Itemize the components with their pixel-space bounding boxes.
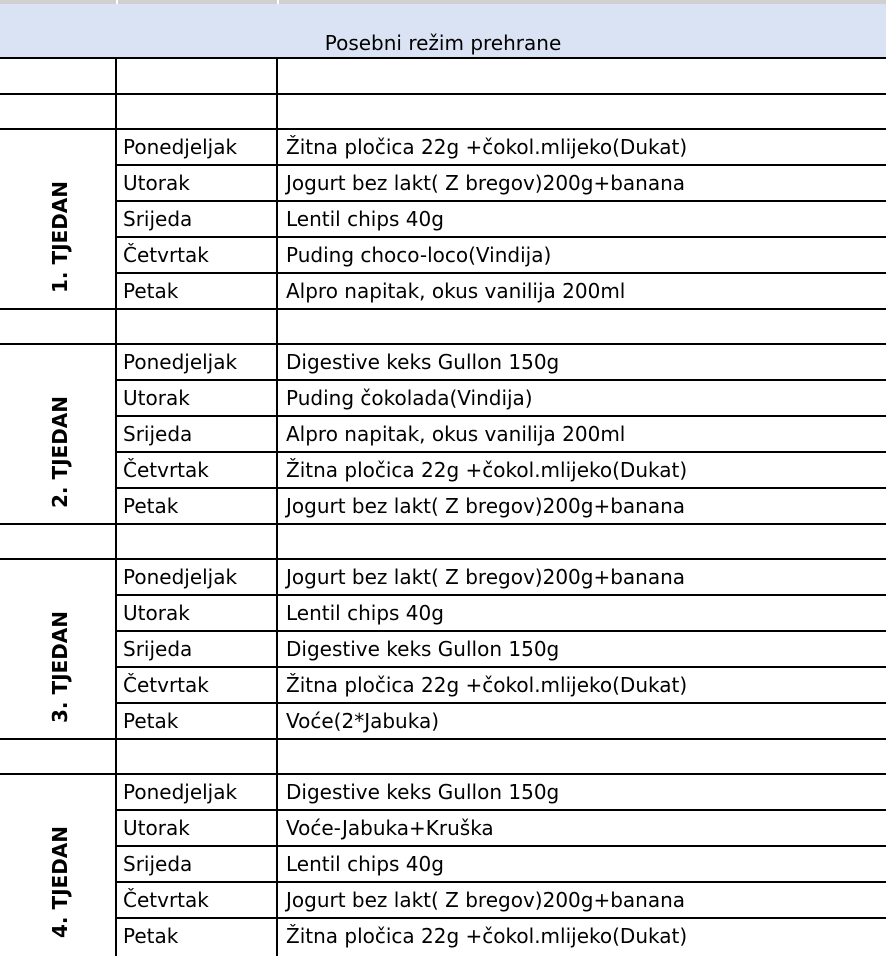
meal-cell[interactable]: Lentil chips 40g — [286, 207, 444, 231]
week-label-cell — [0, 129, 116, 309]
day-cell[interactable]: Utorak — [123, 816, 190, 840]
meal-cell[interactable]: Alpro napitak, okus vanilija 200ml — [286, 422, 626, 446]
day-cell[interactable]: Četvrtak — [123, 243, 209, 267]
day-cell[interactable]: Ponedjeljak — [123, 780, 238, 804]
day-cell[interactable]: Petak — [123, 279, 179, 303]
day-cell[interactable]: Utorak — [123, 171, 190, 195]
day-cell[interactable]: Srijeda — [123, 422, 193, 446]
week-label-cell — [0, 559, 116, 739]
meal-cell[interactable]: Lentil chips 40g — [286, 852, 444, 876]
meal-cell[interactable]: Puding choco-loco(Vindija) — [286, 243, 552, 267]
week-label-cell — [0, 344, 116, 524]
day-cell[interactable]: Srijeda — [123, 852, 193, 876]
day-cell[interactable]: Utorak — [123, 386, 190, 410]
week-label: 4. TJEDAN — [48, 825, 72, 939]
meal-cell[interactable]: Voće(2*Jabuka) — [286, 709, 440, 733]
meal-cell[interactable]: Digestive keks Gullon 150g — [286, 637, 560, 661]
title-bar — [0, 4, 886, 59]
week-label: 3. TJEDAN — [48, 610, 72, 724]
meal-cell[interactable]: Voće-Jabuka+Kruška — [286, 816, 494, 840]
column-line — [115, 59, 117, 956]
row-border — [0, 523, 886, 525]
day-cell[interactable]: Četvrtak — [123, 673, 209, 697]
row-border — [0, 738, 886, 740]
meal-cell[interactable]: Digestive keks Gullon 150g — [286, 780, 560, 804]
row-border — [116, 845, 886, 847]
row-border — [116, 200, 886, 202]
week-label: 1. TJEDAN — [48, 180, 72, 294]
day-cell[interactable]: Utorak — [123, 601, 190, 625]
day-cell[interactable]: Četvrtak — [123, 888, 209, 912]
meal-cell[interactable]: Žitna pločica 22g +čokol.mlijeko(Dukat) — [286, 135, 688, 159]
meal-cell[interactable]: Žitna pločica 22g +čokol.mlijeko(Dukat) — [286, 924, 688, 948]
day-cell[interactable]: Ponedjeljak — [123, 565, 238, 589]
sheet-title: Posebni režim prehrane — [324, 31, 562, 55]
meal-cell[interactable]: Žitna pločica 22g +čokol.mlijeko(Dukat) — [286, 673, 688, 697]
day-cell[interactable]: Srijeda — [123, 207, 193, 231]
meal-cell[interactable]: Puding čokolada(Vindija) — [286, 386, 533, 410]
meal-cell[interactable]: Alpro napitak, okus vanilija 200ml — [286, 279, 626, 303]
row-border — [0, 308, 886, 310]
day-cell[interactable]: Petak — [123, 924, 179, 948]
day-cell[interactable]: Ponedjeljak — [123, 350, 238, 374]
day-cell[interactable]: Ponedjeljak — [123, 135, 238, 159]
week-label: 2. TJEDAN — [48, 395, 72, 509]
meal-cell[interactable]: Digestive keks Gullon 150g — [286, 350, 560, 374]
meal-cell[interactable]: Jogurt bez lakt( Z bregov)200g+banana — [286, 494, 686, 518]
day-cell[interactable]: Petak — [123, 494, 179, 518]
row-border — [0, 93, 886, 95]
column-line — [276, 59, 278, 956]
meal-cell[interactable]: Jogurt bez lakt( Z bregov)200g+banana — [286, 171, 686, 195]
meal-cell[interactable]: Jogurt bez lakt( Z bregov)200g+banana — [286, 565, 686, 589]
day-cell[interactable]: Srijeda — [123, 637, 193, 661]
week-label-cell — [0, 774, 116, 954]
row-border — [116, 702, 886, 704]
meal-cell[interactable]: Jogurt bez lakt( Z bregov)200g+banana — [286, 888, 686, 912]
meal-cell[interactable]: Lentil chips 40g — [286, 601, 444, 625]
row-border — [116, 809, 886, 811]
meal-cell[interactable]: Žitna pločica 22g +čokol.mlijeko(Dukat) — [286, 458, 688, 482]
day-cell[interactable]: Četvrtak — [123, 458, 209, 482]
row-border — [116, 594, 886, 596]
day-cell[interactable]: Petak — [123, 709, 179, 733]
